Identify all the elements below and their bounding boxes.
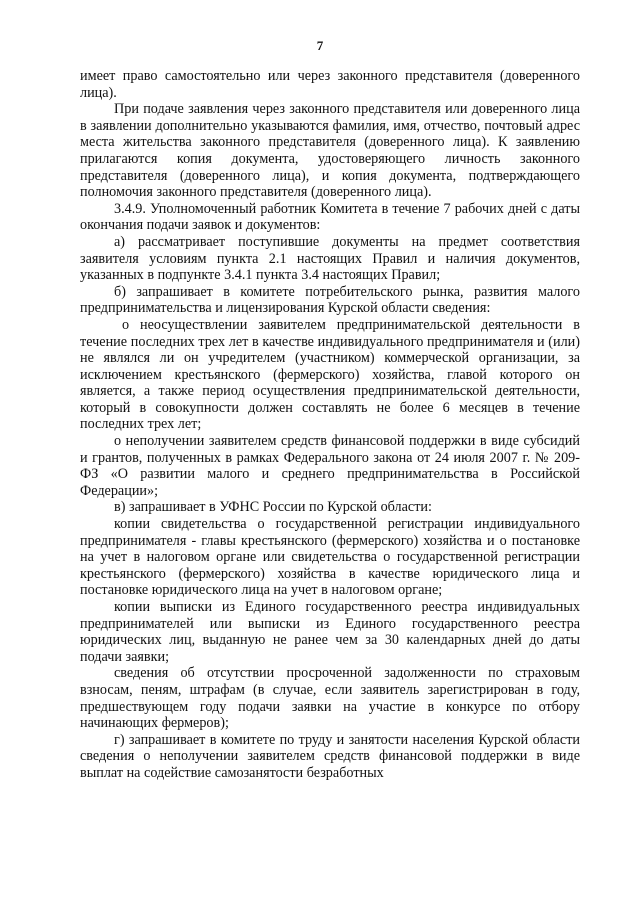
paragraph-item-g: г) запрашивает в комитете по труду и занятости населения Курской области сведения о неполучении заявителем средств финансовой поддержки в виде выплат на содействие самозанятости безработных (80, 731, 580, 781)
paragraph-registration-copies: копии свидетельства о государственной регистрации индивидуального предпринимателя - главы крестьянского (фермерского) хозяйства и о постановке на учет в налоговом органе или свидетельства о государственной регистрации крестьянского (фермерского) хозяйства в качестве юридического лица и постановке юридического лица на учет в налоговом органе; (80, 516, 580, 599)
paragraph-no-arrears: сведения об отсутствии просроченной задолженности по страховым взносам, пеням, штрафам (в случае, если заявитель зарегистрирован в году, предшествующем году подачи заявки на участие в конкурсе по отбору начинающих фермеров); (80, 665, 580, 732)
paragraph-clause-3-4-9: 3.4.9. Уполномоченный работник Комитета в течение 7 рабочих дней с даты окончания подачи заявок и документов: (80, 200, 580, 234)
paragraph-item-a: а) рассматривает поступившие документы на предмет соответствия заявителя условиям пункта 2.1 настоящих Правил и наличия документов, указанных в подпункте 3.4.1 пункта 3.4 настоящих Правил; (80, 233, 580, 284)
paragraph-continuation: имеет право самостоятельно или через законного представителя (доверенного лица). (80, 68, 580, 101)
paragraph-non-receipt-grants: о неполучении заявителем средств финансовой поддержки в виде субсидий и грантов, полученных в рамках Федерального закона от 24 июля 2007 г. № 209-ФЗ «О развитии малого и среднего предпринимательства в Российской Федерации»; (80, 433, 580, 499)
paragraph-registry-extracts: копии выписки из Единого государственного реестра индивидуальных предпринимателей или выписки из Единого государственного реестра юридических лиц, выданную не ранее чем за 30 календарных дней до даты подачи заявки; (80, 599, 580, 665)
paragraph-representative: При подаче заявления через законного представителя или доверенного лица в заявлении дополнительно указываются фамилия, имя, отчество, почтовый адрес места жительства законного представителя (доверенного лица). К заявлению прилагаются копия документа, удостоверяющего личность законного представителя (доверенного лица), и копия документа, подтверждающего полномочия законного представителя (доверенного лица). (80, 101, 580, 201)
paragraph-non-activity: о неосуществлении заявителем предпринимательской деятельности в течение последних трех лет в качестве индивидуального предпринимателя и (или) не являлся ли он учредителем (участником) коммерческой организации, за исключением крестьянского (фермерского) хозяйства, главой которого он является, а также период осуществления предпринимательской деятельности, который в совокупности должен составлять не более 6 месяцев в течение последних трех лет; (80, 316, 580, 433)
paragraph-item-v: в) запрашивает в УФНС России по Курской области: (114, 499, 432, 516)
document-body (80, 68, 580, 782)
paragraph-item-b: б) запрашивает в комитете потребительского рынка, развития малого предпринимательства и лицензирования Курской области сведения: (80, 283, 580, 317)
page-number: 7 (316, 38, 324, 53)
